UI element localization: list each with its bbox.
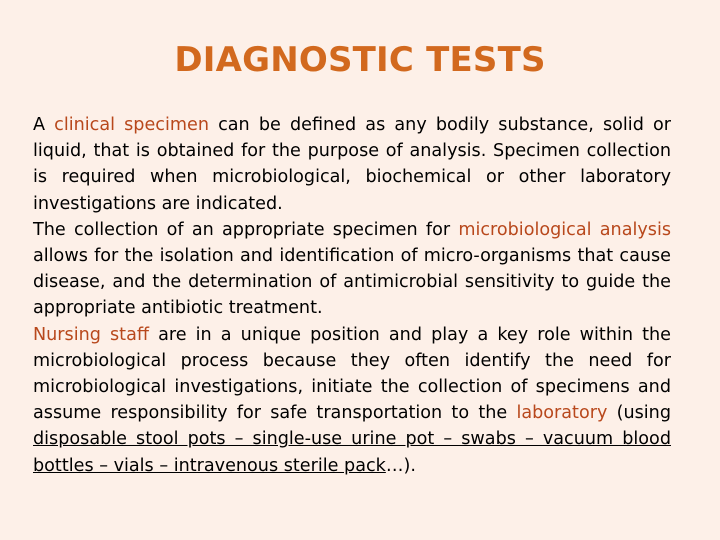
underlined-supplies-list: disposable stool pots – single-use urine pot – swabs – vacuum blood bottles – vials – intravenous sterile pack (33, 429, 671, 476)
text-segment: The collection of an appropriate specimen for (33, 219, 459, 240)
paragraph-specimen-definition (33, 112, 671, 217)
text-segment: can be defined as any bodily substance, solid or liquid, that is obtained for the purpose of analysis. Specimen collection is required when microbiological, biochemical or other laboratory investigations are indicated. (33, 115, 671, 214)
paragraph-nursing-staff (33, 322, 671, 479)
text-segment: (using (607, 403, 671, 424)
text-segment: are in a unique position and play a key role within the microbiological process because they often identify the need for microbiological investigations, initiate the collection of specimens and assume responsibility for safe transportation to the (33, 324, 671, 424)
text-segment: …). (385, 455, 416, 476)
slide-title: DIAGNOSTIC TESTS (174, 40, 546, 80)
highlight-clinical-specimen: clinical specimen (54, 115, 209, 135)
highlight-microbiological-analysis: microbiological analysis (458, 219, 671, 240)
text-segment: allows for the isolation and identification of micro-organisms that cause disease, and the determination of antimicrobial sensitivity to guide the appropriate antibiotic treatment. (33, 246, 671, 319)
slide-body (33, 112, 671, 479)
highlight-laboratory: laboratory (516, 403, 608, 424)
highlight-nursing-staff: Nursing staff (33, 324, 149, 345)
paragraph-microbiological-analysis (33, 217, 671, 322)
text-segment: A (33, 115, 55, 135)
